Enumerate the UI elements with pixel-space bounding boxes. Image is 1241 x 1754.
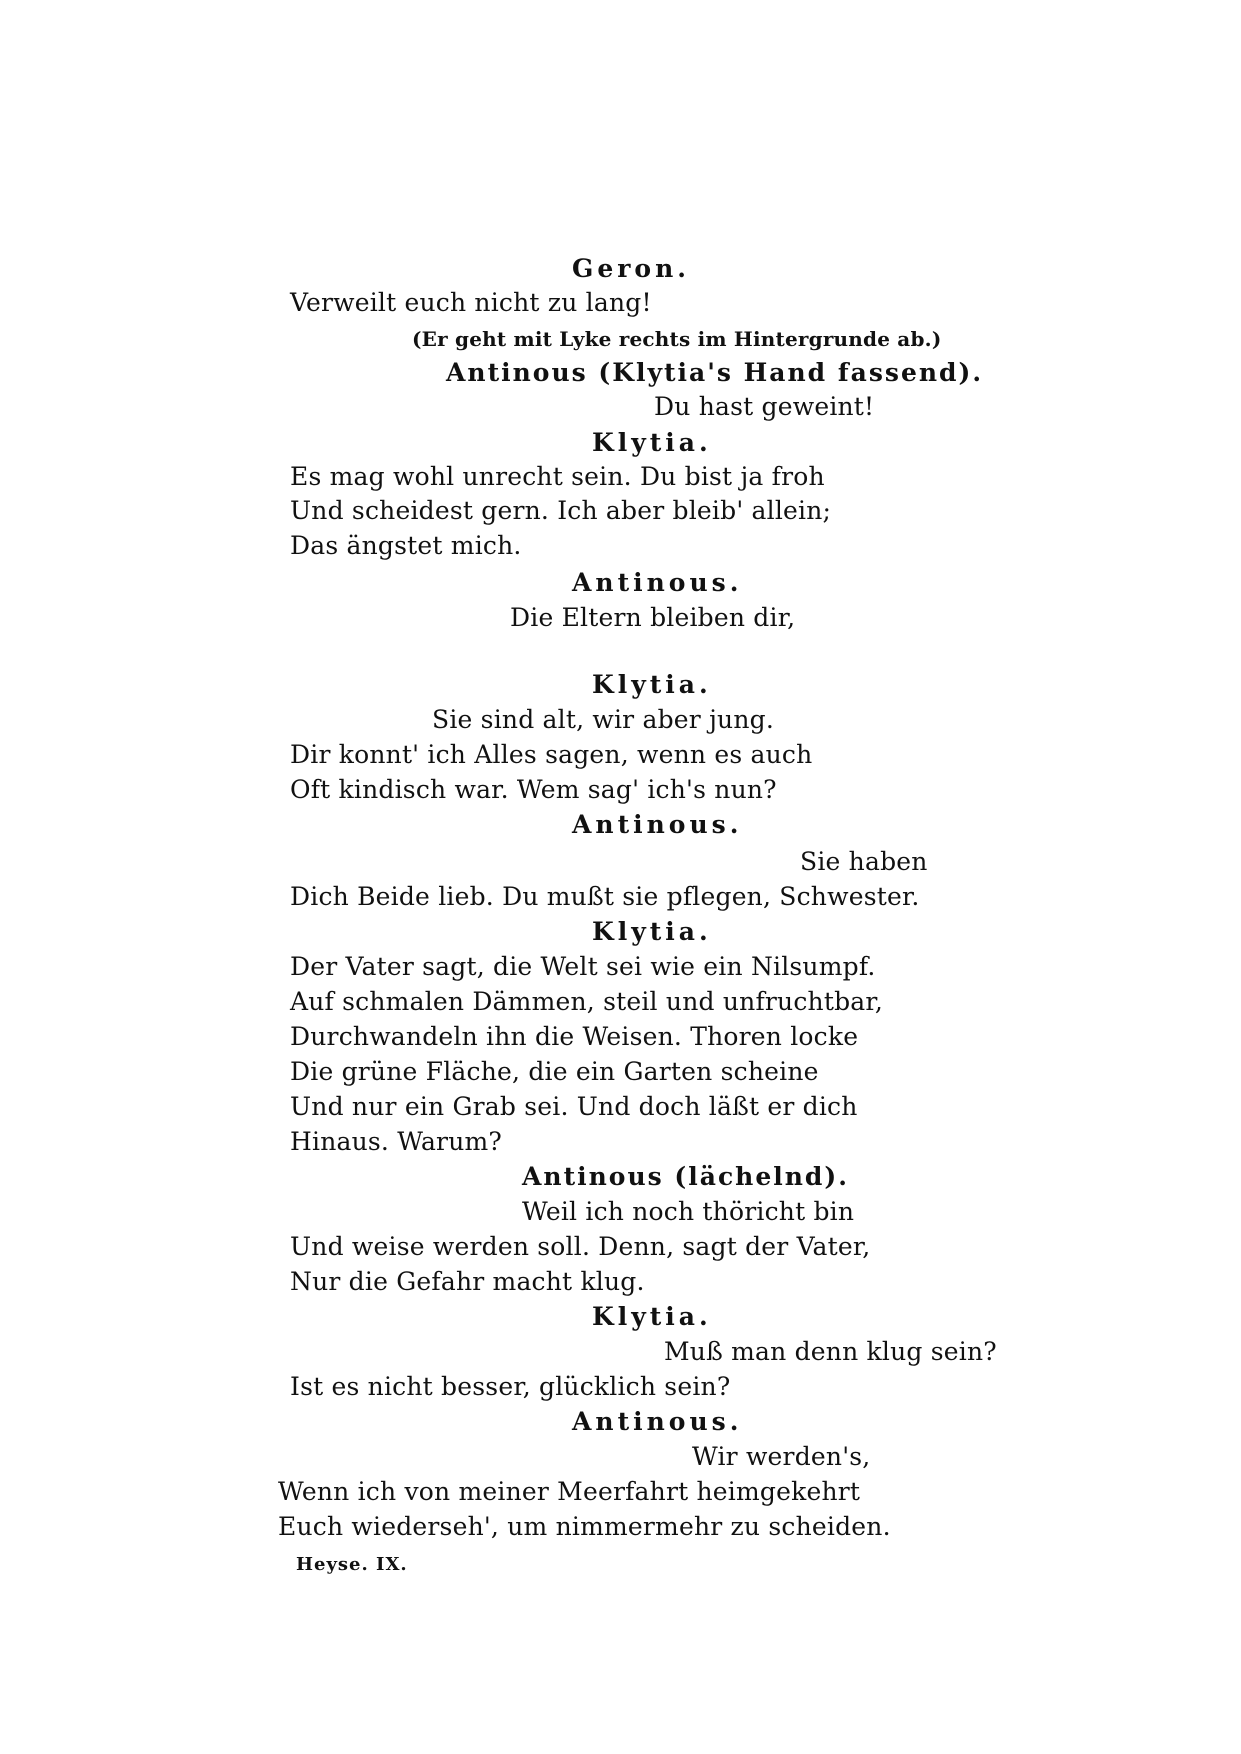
verse-line: Ist es nicht besser, glücklich sein? <box>290 1372 731 1401</box>
verse-line: Die grüne Fläche, die ein Garten scheine <box>290 1057 819 1086</box>
verse-line: Die Eltern bleiben dir, <box>510 603 796 632</box>
verse-line: Dich Beide lieb. Du mußt sie pflegen, Schwester. <box>290 882 920 911</box>
verse-line: Du hast geweint! <box>654 392 875 421</box>
speaker-name: Klytia. <box>592 670 712 699</box>
speaker-name: Klytia. <box>592 917 712 946</box>
speaker-name: Antinous. <box>572 1407 743 1436</box>
page-signature: Heyse. IX. <box>296 1554 408 1575</box>
verse-line: Nur die Gefahr macht klug. <box>290 1267 645 1296</box>
speaker-name: Klytia. <box>592 428 712 457</box>
verse-line: Durchwandeln ihn die Weisen. Thoren locke <box>290 1022 859 1051</box>
verse-line: Muß man denn klug sein? <box>664 1337 997 1366</box>
speaker-name: Klytia. <box>592 1302 712 1331</box>
verse-line: Das ängstet mich. <box>290 531 522 560</box>
verse-line: Wir werden's, <box>692 1442 871 1471</box>
verse-line: Und nur ein Grab sei. Und doch läßt er dich <box>290 1092 858 1121</box>
verse-line: Verweilt euch nicht zu lang! <box>290 288 652 317</box>
speaker-name: Antinous. <box>572 568 743 597</box>
verse-line: Sie haben <box>800 847 928 876</box>
verse-line: Auf schmalen Dämmen, steil und unfruchtbar, <box>290 987 883 1016</box>
verse-line: Sie sind alt, wir aber jung. <box>432 705 774 734</box>
speaker-name: Geron. <box>572 254 690 283</box>
speaker-name: Antinous (Klytia's Hand fassend). <box>446 358 984 387</box>
speaker-name: Antinous (lächelnd). <box>522 1162 849 1191</box>
verse-line: Oft kindisch war. Wem sag' ich's nun? <box>290 775 777 804</box>
speaker-name: Antinous. <box>572 810 743 839</box>
verse-line: Euch wiederseh', um nimmermehr zu scheiden. <box>278 1512 891 1541</box>
verse-line: Wenn ich von meiner Meerfahrt heimgekehrt <box>278 1477 861 1506</box>
verse-line: Hinaus. Warum? <box>290 1127 503 1156</box>
verse-line: Und scheidest gern. Ich aber bleib' allein; <box>290 496 832 525</box>
verse-line: Dir konnt' ich Alles sagen, wenn es auch <box>290 740 813 769</box>
verse-line: Weil ich noch thöricht bin <box>522 1197 855 1226</box>
verse-line: Es mag wohl unrecht sein. Du bist ja froh <box>290 462 825 491</box>
stage-direction: (Er geht mit Lyke rechts im Hintergrunde ab.) <box>412 327 942 351</box>
verse-line: Der Vater sagt, die Welt sei wie ein Nilsumpf. <box>290 952 876 981</box>
verse-line: Und weise werden soll. Denn, sagt der Vater, <box>290 1232 871 1261</box>
